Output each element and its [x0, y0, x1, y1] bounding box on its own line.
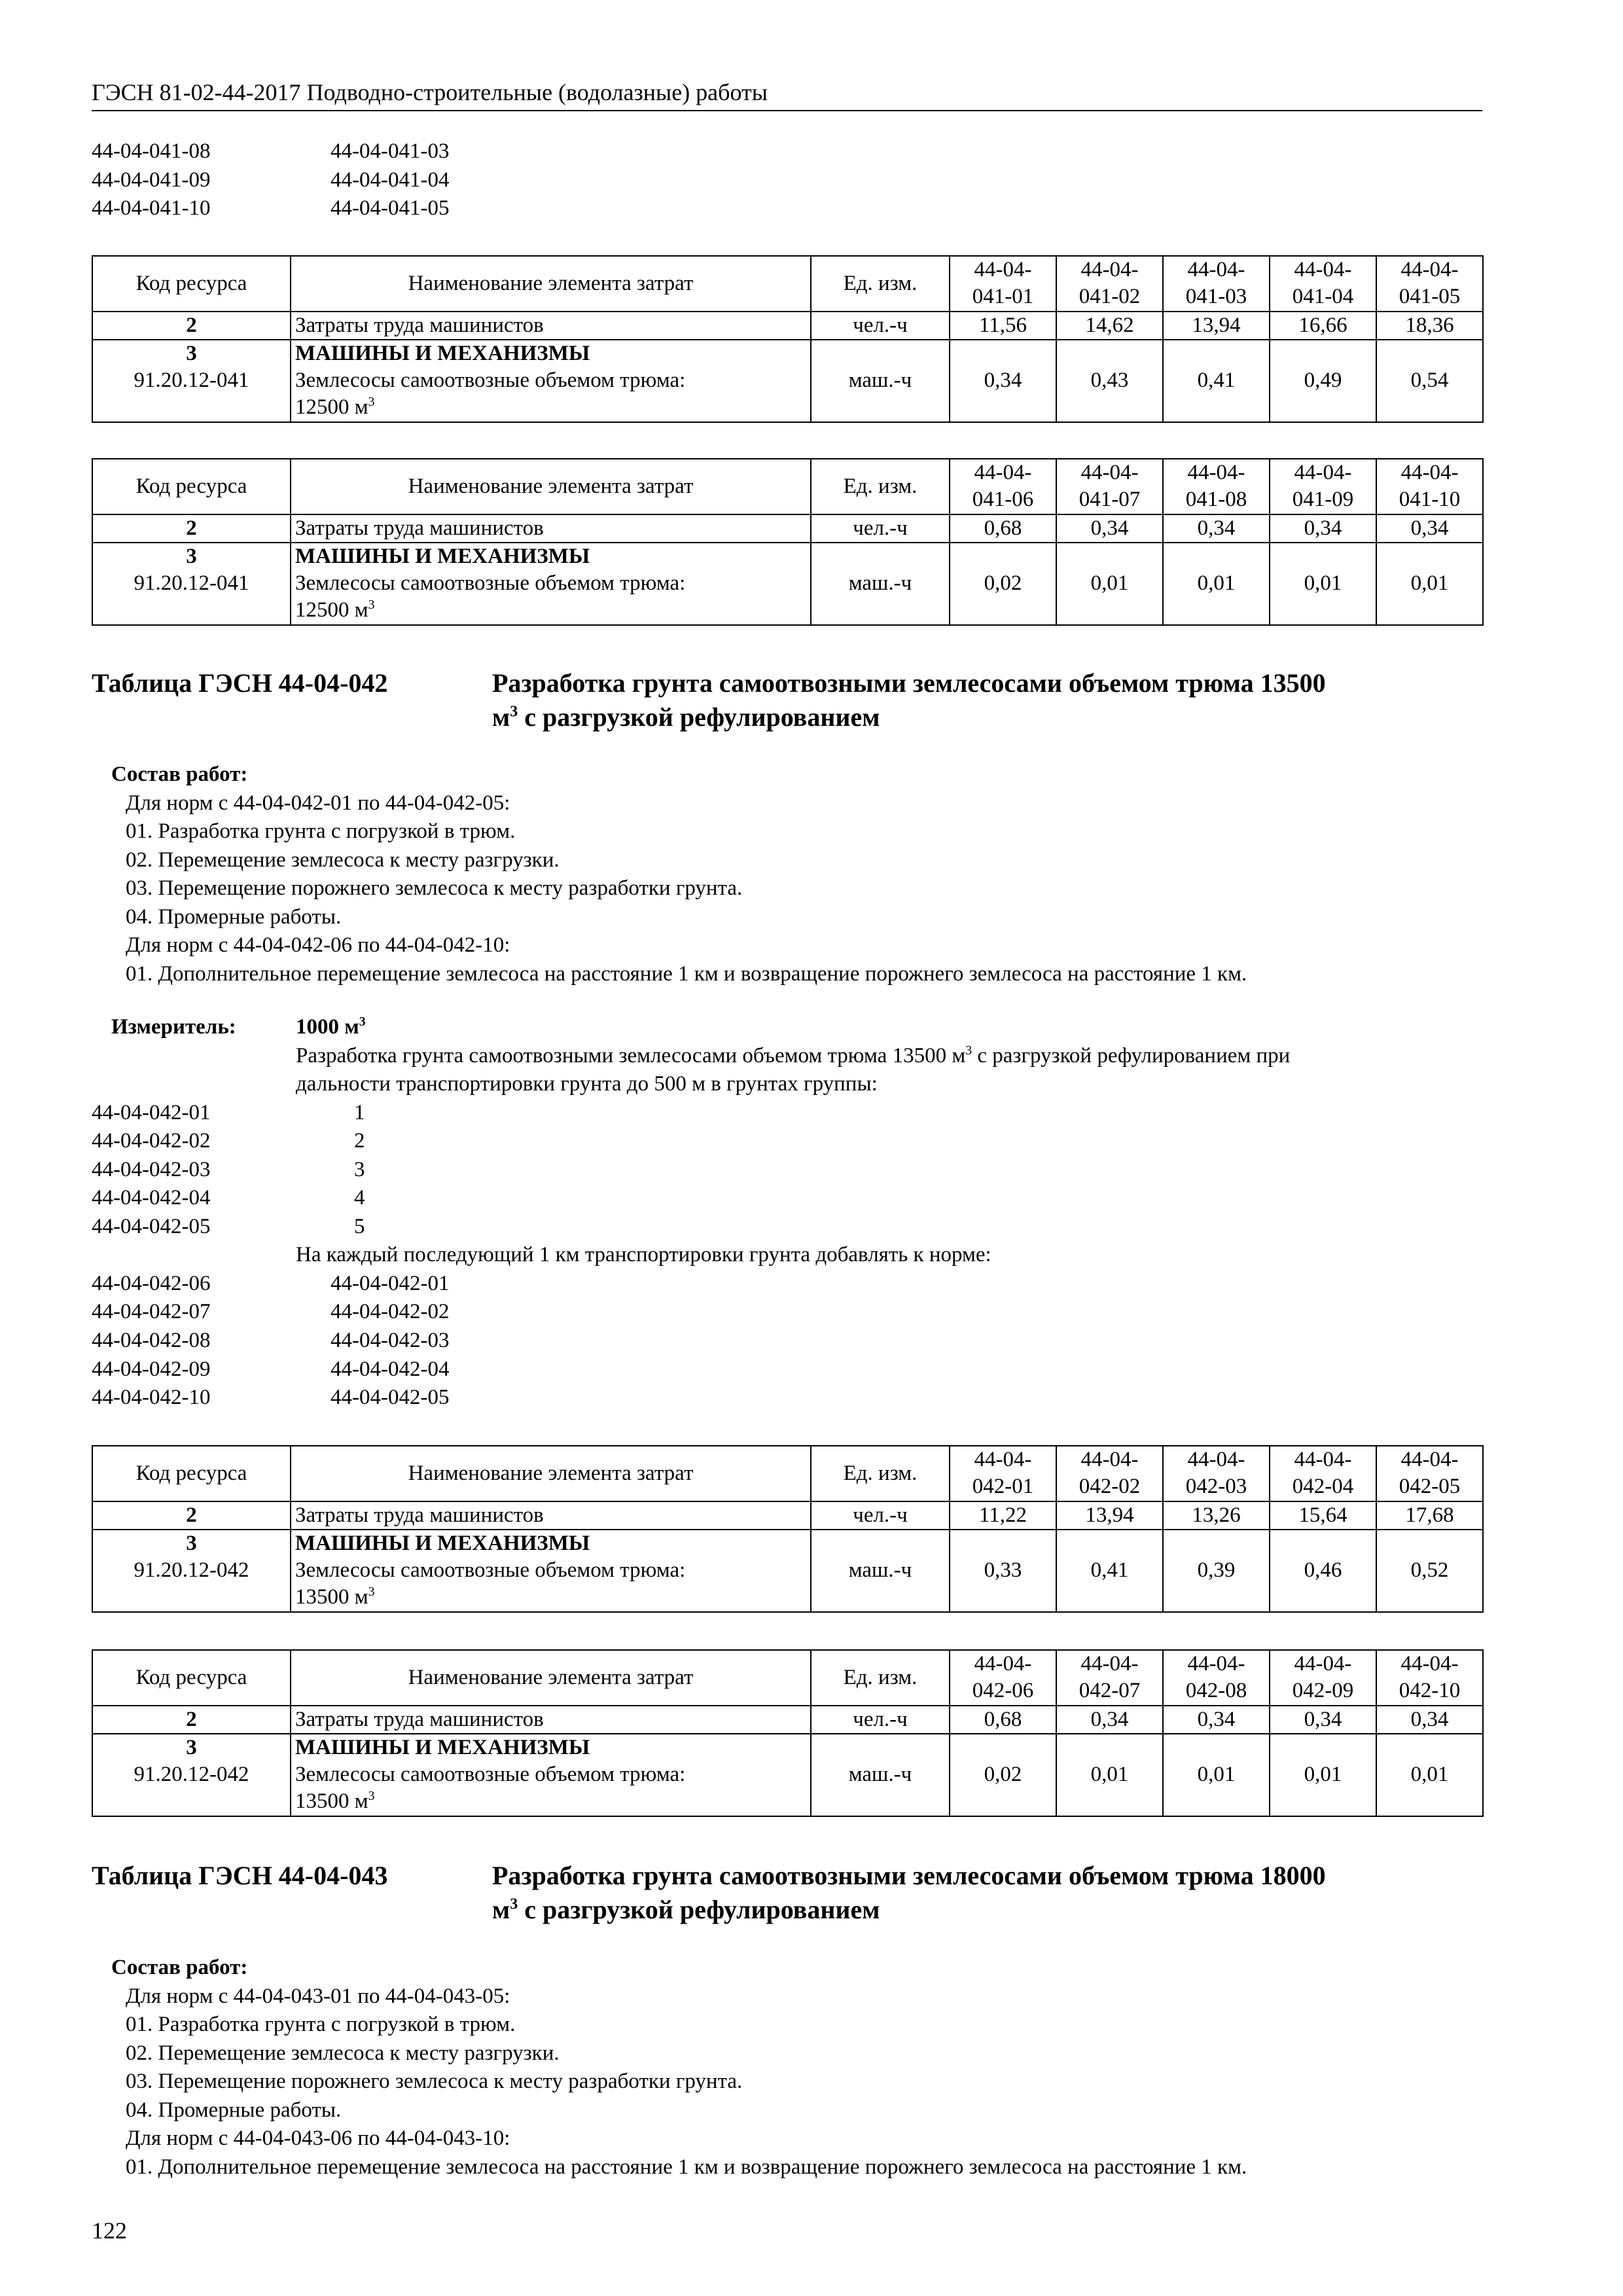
top-code-list	[92, 137, 1482, 223]
list-item: 44-04-042-08 44-04-042-03	[92, 1329, 450, 1353]
table-row: 2 Затраты труда машинистов чел.-ч 0,68 0,34 0,34 0,34 0,34	[92, 1706, 1483, 1734]
table-row: 3 91.20.12-041 МАШИНЫ И МЕХАНИЗМЫ Землесосы самоотвозные объемом трюма: 12500 $м^3$ маш.-ч 0,02 0,01 0,01 0,01 0,01	[92, 543, 1483, 625]
table-row: 2 Затраты труда машинистов чел.-ч 11,22 13,94 13,26 15,64 17,68	[92, 1501, 1483, 1530]
resource-table-2	[92, 458, 1482, 626]
measure-block-042: Измеритель: 1000 $м^3$ Разработка грунта самоотвозными землесосами объемом трюма 13500 $м^3$ с разгрузкой рефулированием при дальности транспортировки грунта до 500 м в грунтах группы: 44-04-042-01 1 44-04-042-02 2 44-04-042-03 3 44-04-042-04 4 44-04-042-05 5 На каждый последующий 1 км транспортировки грунта добавлять к норме: 44-04-042-06 44-04-042-01 44-04-042-07 44-04-042-02 44-04-042-08 44-04-042-03 44-04-042-09 44-04-042-04 44-04-042-10 44-04-042-05	[92, 1013, 1482, 1412]
table-row: 2 Затраты труда машинистов чел.-ч 0,68 0,34 0,34 0,34 0,34	[92, 514, 1483, 543]
list-item: 44-04-041-10 44-04-041-05	[92, 196, 450, 221]
table-row: 3 91.20.12-042 МАШИНЫ И МЕХАНИЗМЫ Землесосы самоотвозные объемом трюма: 13500 $м^3$ маш.-ч 0,02 0,01 0,01 0,01 0,01	[92, 1734, 1483, 1816]
table-header-row: Код ресурса Наименование элемента затрат Ед. изм. 44-04- 041-01 44-04- 041-02 44-04- 041-03 44-04- 041-04 44-04- 041-05	[92, 256, 1483, 312]
list-item: 44-04-041-09 44-04-041-04	[92, 168, 450, 192]
list-item: 44-04-042-10 44-04-042-05	[92, 1386, 450, 1410]
section-title-042: Таблица ГЭСН 44-04-042 Разработка грунта самоотвозными землесосами объемом трюма 13500 $м^3$ с разгрузкой рефулированием	[92, 668, 1326, 732]
list-item: 44-04-042-07 44-04-042-02	[92, 1300, 450, 1324]
table-row: 3 91.20.12-042 МАШИНЫ И МЕХАНИЗМЫ Землесосы самоотвозные объемом трюма: 13500 $м^3$ маш.-ч 0,33 0,41 0,39 0,46 0,52	[92, 1530, 1483, 1612]
resource-table-4	[92, 1649, 1482, 1817]
running-header: ГЭСН 81-02-44-2017 Подводно-строительные (водолазные) работы	[92, 77, 1482, 111]
list-item: 44-04-042-06 44-04-042-01	[92, 1271, 450, 1295]
list-item: 44-04-041-08 44-04-041-03	[92, 139, 450, 163]
list-item: 44-04-042-09 44-04-042-04	[92, 1357, 450, 1381]
section-title-043: Таблица ГЭСН 44-04-043 Разработка грунта самоотвозными землесосами объемом трюма 18000 $м^3$ с разгрузкой рефулированием	[92, 1861, 1326, 1924]
resource-table-1	[92, 255, 1482, 423]
table-header-row: Код ресурса Наименование элемента затрат Ед. изм. 44-04- 042-01 44-04- 042-02 44-04- 042-03 44-04- 042-04 44-04- 042-05	[92, 1446, 1483, 1501]
resource-table-3	[92, 1445, 1482, 1613]
list-item: 44-04-042-03 3	[92, 1157, 365, 1181]
work-composition-043: Состав работ: Для норм с 44-04-043-01 по 44-04-043-05: 01. Разработка грунта с погрузкой в трюм. 02. Перемещение землесоса к месту разгрузки. 03. Перемещение порожнего землесоса к месту разработки грунта. 04. Промерные работы. Для норм с 44-04-043-06 по 44-04-043-10: 01. Дополнительное перемещение землесоса на расстояние 1 км и возвращение порожнего землесоса на расстояние 1 км.	[111, 1956, 1247, 2179]
list-item: 44-04-042-01 1	[92, 1100, 365, 1124]
table-header-row: Код ресурса Наименование элемента затрат Ед. изм. 44-04- 042-06 44-04- 042-07 44-04- 042-08 44-04- 042-09 44-04- 042-10	[92, 1650, 1483, 1706]
work-composition-042: Состав работ: Для норм с 44-04-042-01 по 44-04-042-05: 01. Разработка грунта с погрузкой в трюм. 02. Перемещение землесоса к месту разгрузки. 03. Перемещение порожнего землесоса к месту разработки грунта. 04. Промерные работы. Для норм с 44-04-042-06 по 44-04-042-10: 01. Дополнительное перемещение землесоса на расстояние 1 км и возвращение порожнего землесоса на расстояние 1 км.	[111, 762, 1247, 986]
table-row: 3 91.20.12-041 МАШИНЫ И МЕХАНИЗМЫ Землесосы самоотвозные объемом трюма: 12500 $м^3$ маш.-ч 0,34 0,43 0,41 0,49 0,54	[92, 340, 1483, 422]
page-number: 122	[92, 2217, 127, 2244]
list-item: 44-04-042-05 5	[92, 1214, 365, 1238]
table-row: 2 Затраты труда машинистов чел.-ч 11,56 14,62 13,94 16,66 18,36	[92, 312, 1483, 340]
table-header-row: Код ресурса Наименование элемента затрат Ед. изм. 44-04- 041-06 44-04- 041-07 44-04- 041-08 44-04- 041-09 44-04- 041-10	[92, 459, 1483, 514]
list-item: 44-04-042-04 4	[92, 1186, 365, 1210]
list-item: 44-04-042-02 2	[92, 1129, 365, 1153]
